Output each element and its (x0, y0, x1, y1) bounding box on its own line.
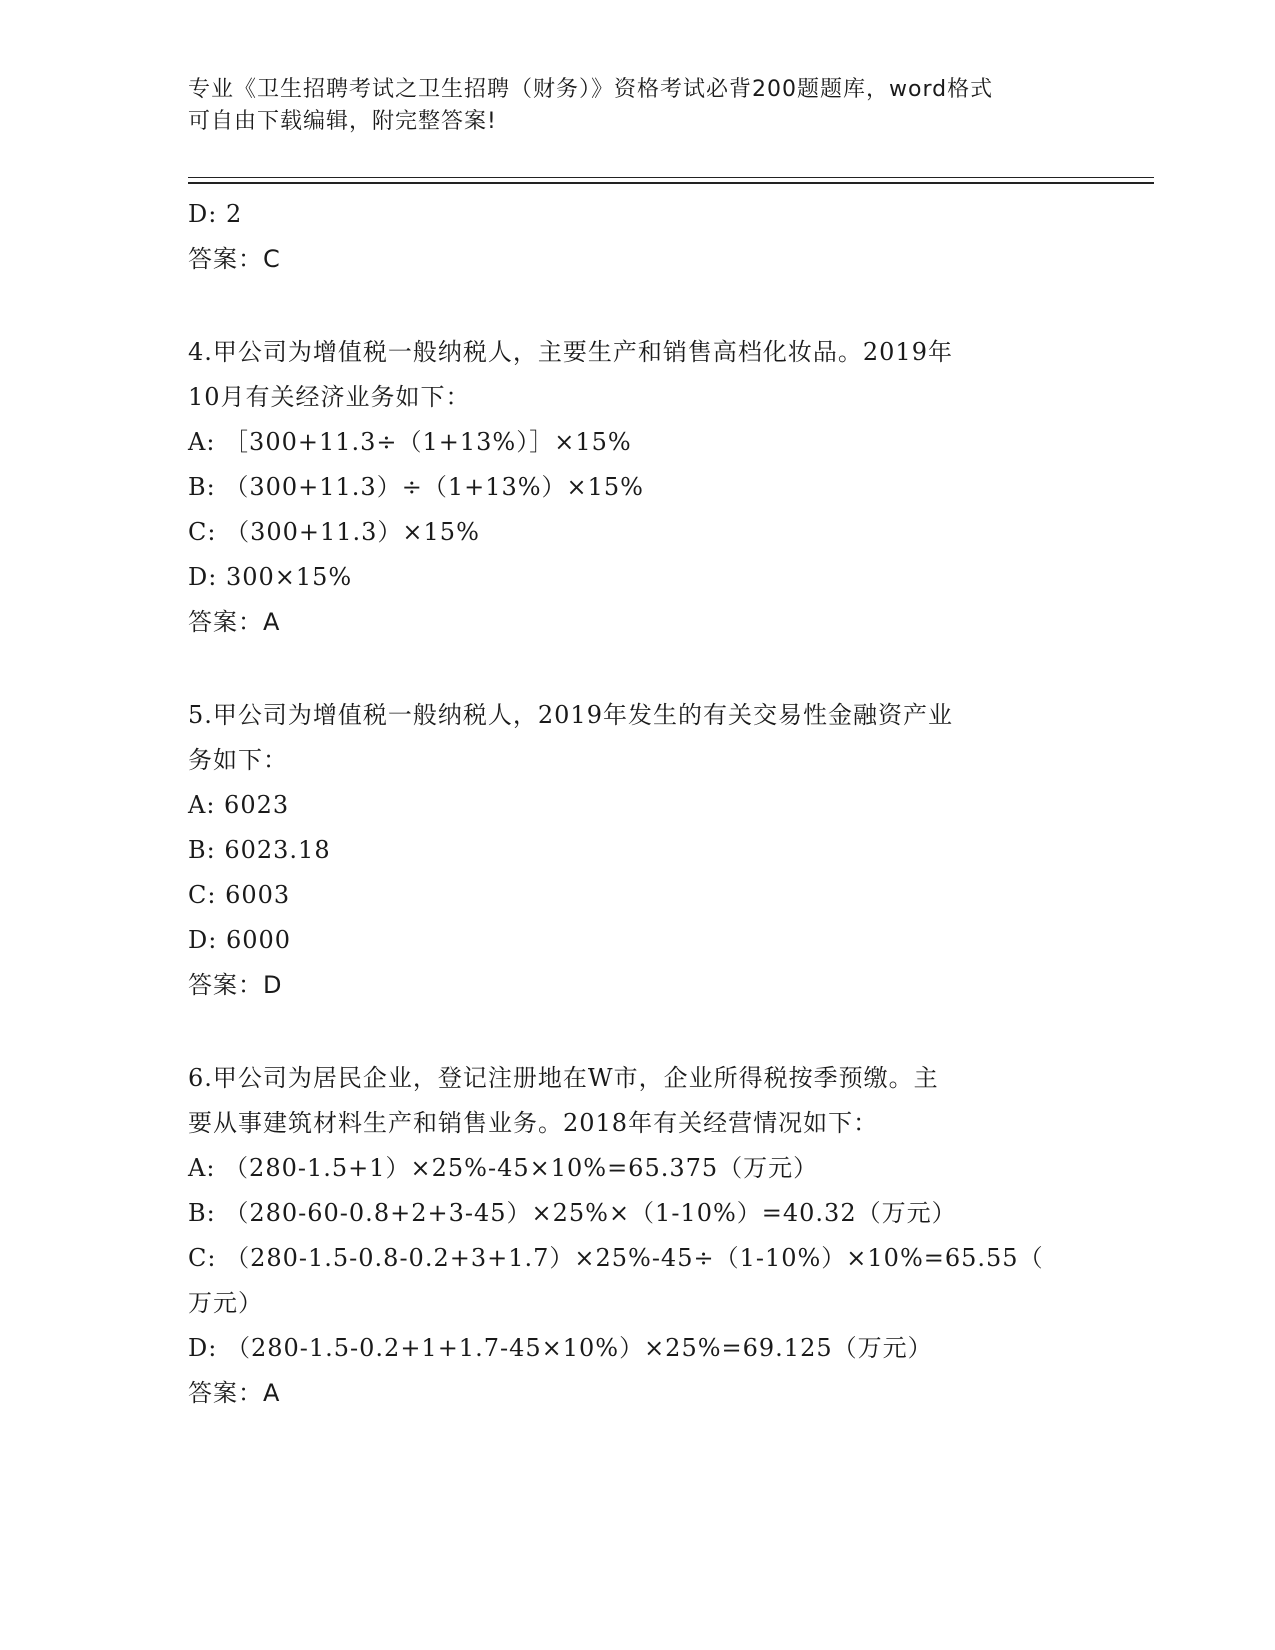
question-stem-line: 10月有关经济业务如下： (188, 383, 471, 411)
header-divider-thick (188, 182, 1154, 184)
option-d: D: （280-1.5-0.2+1+1.7-45×10%）×25%=69.125（万元） (188, 1334, 933, 1362)
question-content (188, 192, 1088, 1416)
answer-line: 答案：D (188, 971, 283, 999)
header-divider-thin (188, 177, 1154, 178)
option-a: A: 6023 (188, 791, 290, 819)
question-stem-line: 4.甲公司为增值税一般纳税人，主要生产和销售高档化妆品。2019年 (188, 338, 953, 366)
question-stem-line: 6.甲公司为居民企业，登记注册地在W市，企业所得税按季预缴。主 (188, 1064, 939, 1092)
option-b: B: （280-60-0.8+2+3-45）×25%×（1-10%）=40.32（万元） (188, 1199, 957, 1227)
question-spacer (188, 1008, 1088, 1056)
header-title-line-1: 专业《卫生招聘考试之卫生招聘（财务）》资格考试必背200题题库，word格式 (188, 77, 994, 102)
page-header (188, 74, 1068, 138)
option-c: C: 6003 (188, 881, 291, 909)
answer-line: 答案：A (188, 1379, 281, 1407)
option-c: C: （300+11.3）×15% (188, 518, 480, 546)
question-stem-line: 务如下： (188, 746, 288, 774)
question-4 (188, 330, 1088, 645)
option-a: A: ［300+11.3÷（1+13%）］×15% (188, 428, 632, 456)
option-d: D: 2 (188, 200, 243, 228)
question-spacer (188, 645, 1088, 693)
option-d: D: 300×15% (188, 563, 353, 591)
option-a: A: （280-1.5+1）×25%-45×10%=65.375（万元） (188, 1154, 819, 1182)
option-d: D: 6000 (188, 926, 292, 954)
option-b: B: 6023.18 (188, 836, 331, 864)
question-stem-line: 要从事建筑材料生产和销售业务。2018年有关经营情况如下： (188, 1109, 879, 1137)
header-title-line-2: 可自由下载编辑，附完整答案! (188, 109, 497, 134)
option-c: C: （280-1.5-0.8-0.2+3+1.7）×25%-45÷（1-10%）×10%=65.55（ (188, 1244, 1044, 1272)
question-5 (188, 693, 1088, 1008)
option-c-continuation: 万元） (188, 1289, 263, 1317)
question-spacer (188, 282, 1088, 330)
question-3-tail (188, 192, 1088, 282)
question-stem-line: 5.甲公司为增值税一般纳税人，2019年发生的有关交易性金融资产业 (188, 701, 953, 729)
answer-line: 答案：A (188, 608, 281, 636)
answer-line: 答案：C (188, 245, 281, 273)
option-b: B: （300+11.3）÷（1+13%）×15% (188, 473, 644, 501)
question-6 (188, 1056, 1088, 1416)
